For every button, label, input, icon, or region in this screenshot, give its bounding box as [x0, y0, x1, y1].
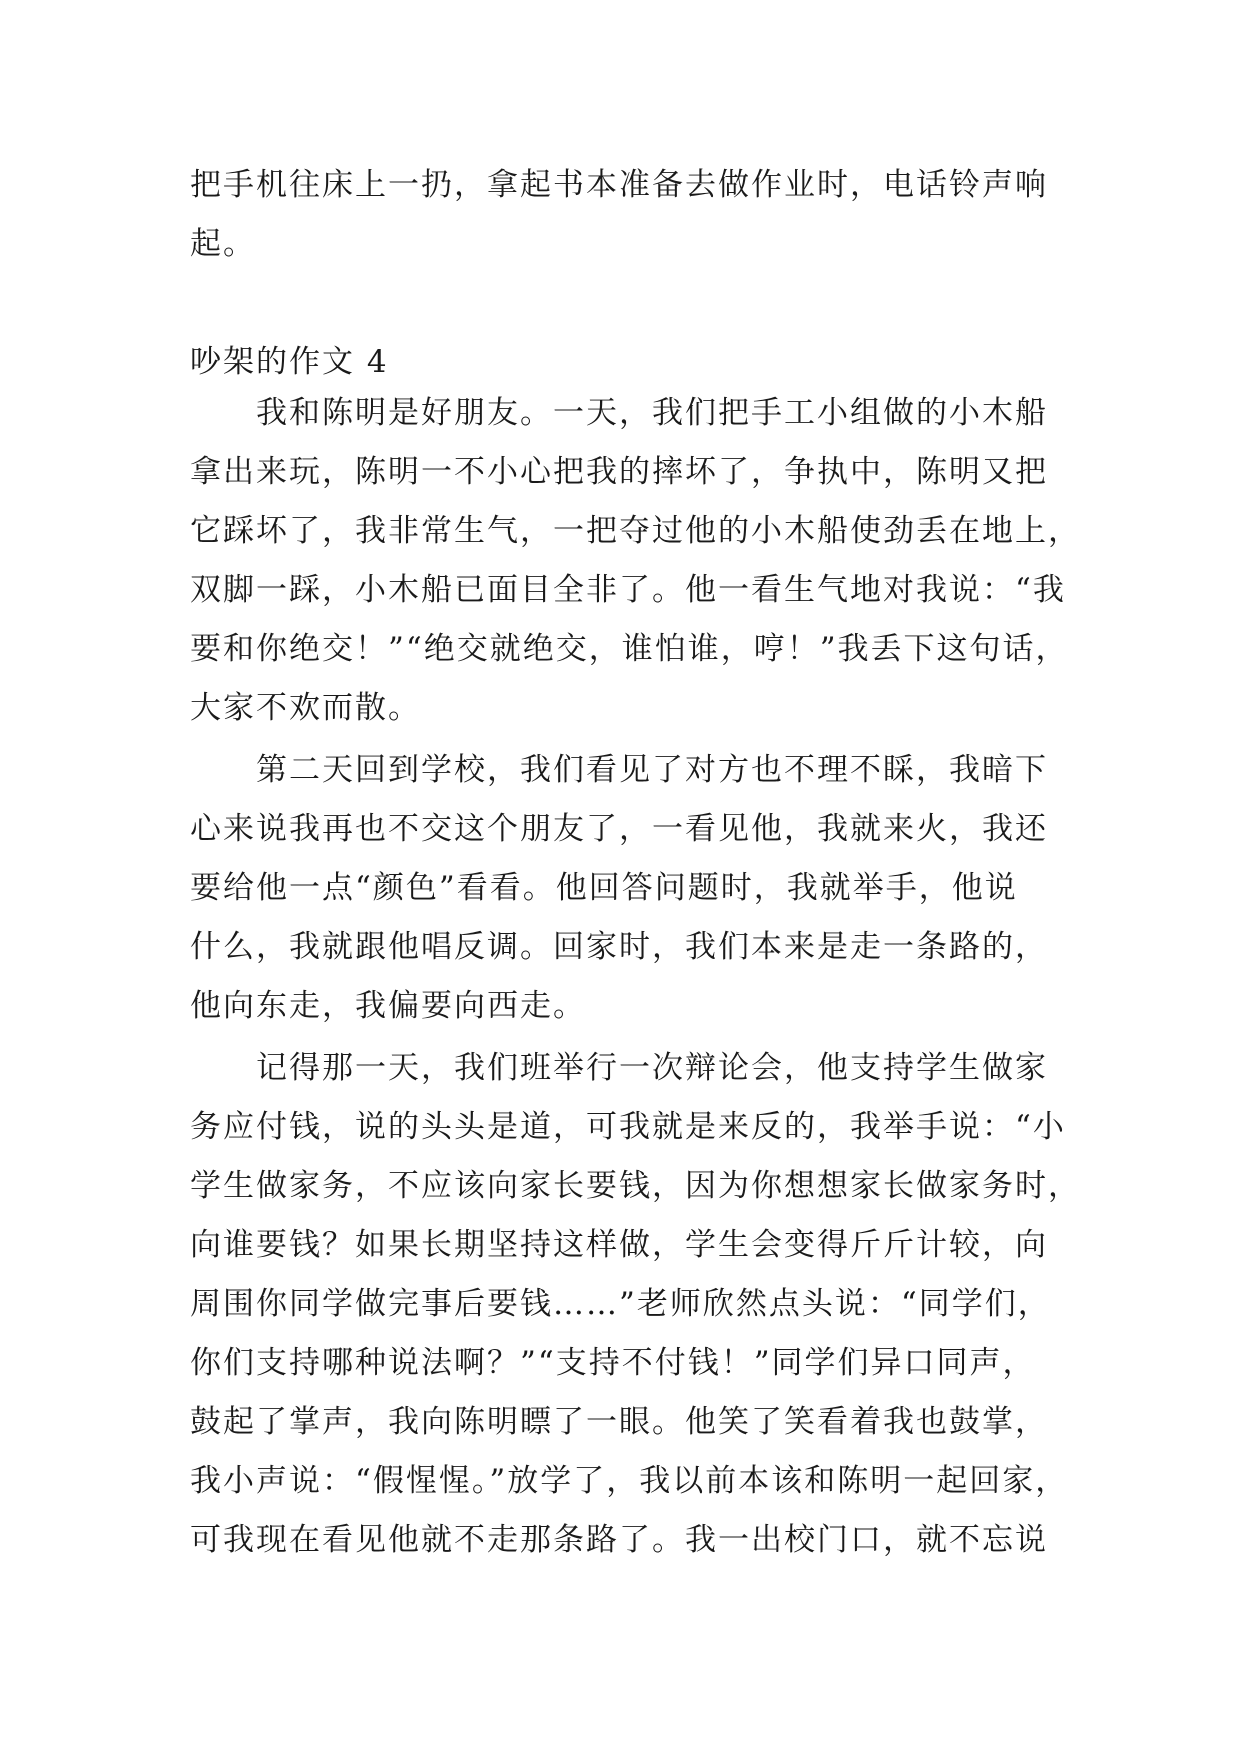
text-line: 可我现在看见他就不走那条路了。我一出校门口，就不忘说 [190, 1522, 1048, 1558]
text-line: 拿出来玩，陈明一不小心把我的摔坏了，争执中，陈明又把 [190, 454, 1048, 490]
text-line: 把手机往床上一扔，拿起书本准备去做作业时，电话铃声响 [190, 167, 1048, 203]
text-line: 我和陈明是好朋友。一天，我们把手工小组做的小木船 [256, 395, 1048, 431]
text-line: 我小声说：“假惺惺。”放学了，我以前本该和陈明一起回家， [190, 1463, 1069, 1499]
text-line: 向谁要钱？如果长期坚持这样做，学生会变得斤斤计较，向 [190, 1227, 1048, 1263]
text-line: 它踩坏了，我非常生气，一把夺过他的小木船使劲丢在地上， [190, 513, 1081, 549]
paragraph-3 [190, 1039, 1081, 1570]
text-line: 学生做家务，不应该向家长要钱，因为你想想家长做家务时， [190, 1168, 1081, 1204]
text-line: 什么，我就跟他唱反调。回家时，我们本来是走一条路的， [190, 929, 1048, 965]
text-line: 要给他一点“颜色”看看。他回答问题时，我就举手，他说 [190, 870, 1018, 906]
text-line: 起。 [190, 226, 256, 262]
text-line: 你们支持哪种说法啊？”“支持不付钱！”同学们异口同声， [190, 1345, 1036, 1381]
paragraph-1 [190, 384, 1081, 738]
essay-body [190, 384, 1081, 1573]
text-line: 他向东走，我偏要向西走。 [190, 988, 586, 1024]
text-line: 周围你同学做完事后要钱……”老师欣然点头说：“同学们， [190, 1286, 1051, 1322]
text-line: 大家不欢而散。 [190, 690, 421, 726]
text-line: 心来说我再也不交这个朋友了，一看见他，我就来火，我还 [190, 811, 1048, 847]
section-title: 吵架的作文 4 [190, 344, 389, 380]
text-line: 鼓起了掌声，我向陈明瞟了一眼。他笑了笑看着我也鼓掌， [190, 1404, 1048, 1440]
text-line: 要和你绝交！”“绝交就绝交，谁怕谁，哼！”我丢下这句话， [190, 631, 1069, 667]
text-line: 第二天回到学校，我们看见了对方也不理不睬，我暗下 [256, 752, 1048, 788]
text-line: 记得那一天，我们班举行一次辩论会，他支持学生做家 [256, 1050, 1048, 1086]
paragraph-2 [190, 741, 1050, 1036]
text-line: 务应付钱，说的头头是道，可我就是来反的，我举手说：“小 [190, 1109, 1066, 1145]
intro-paragraph [190, 156, 1050, 274]
text-line: 双脚一踩，小木船已面目全非了。他一看生气地对我说：“我 [190, 572, 1066, 608]
